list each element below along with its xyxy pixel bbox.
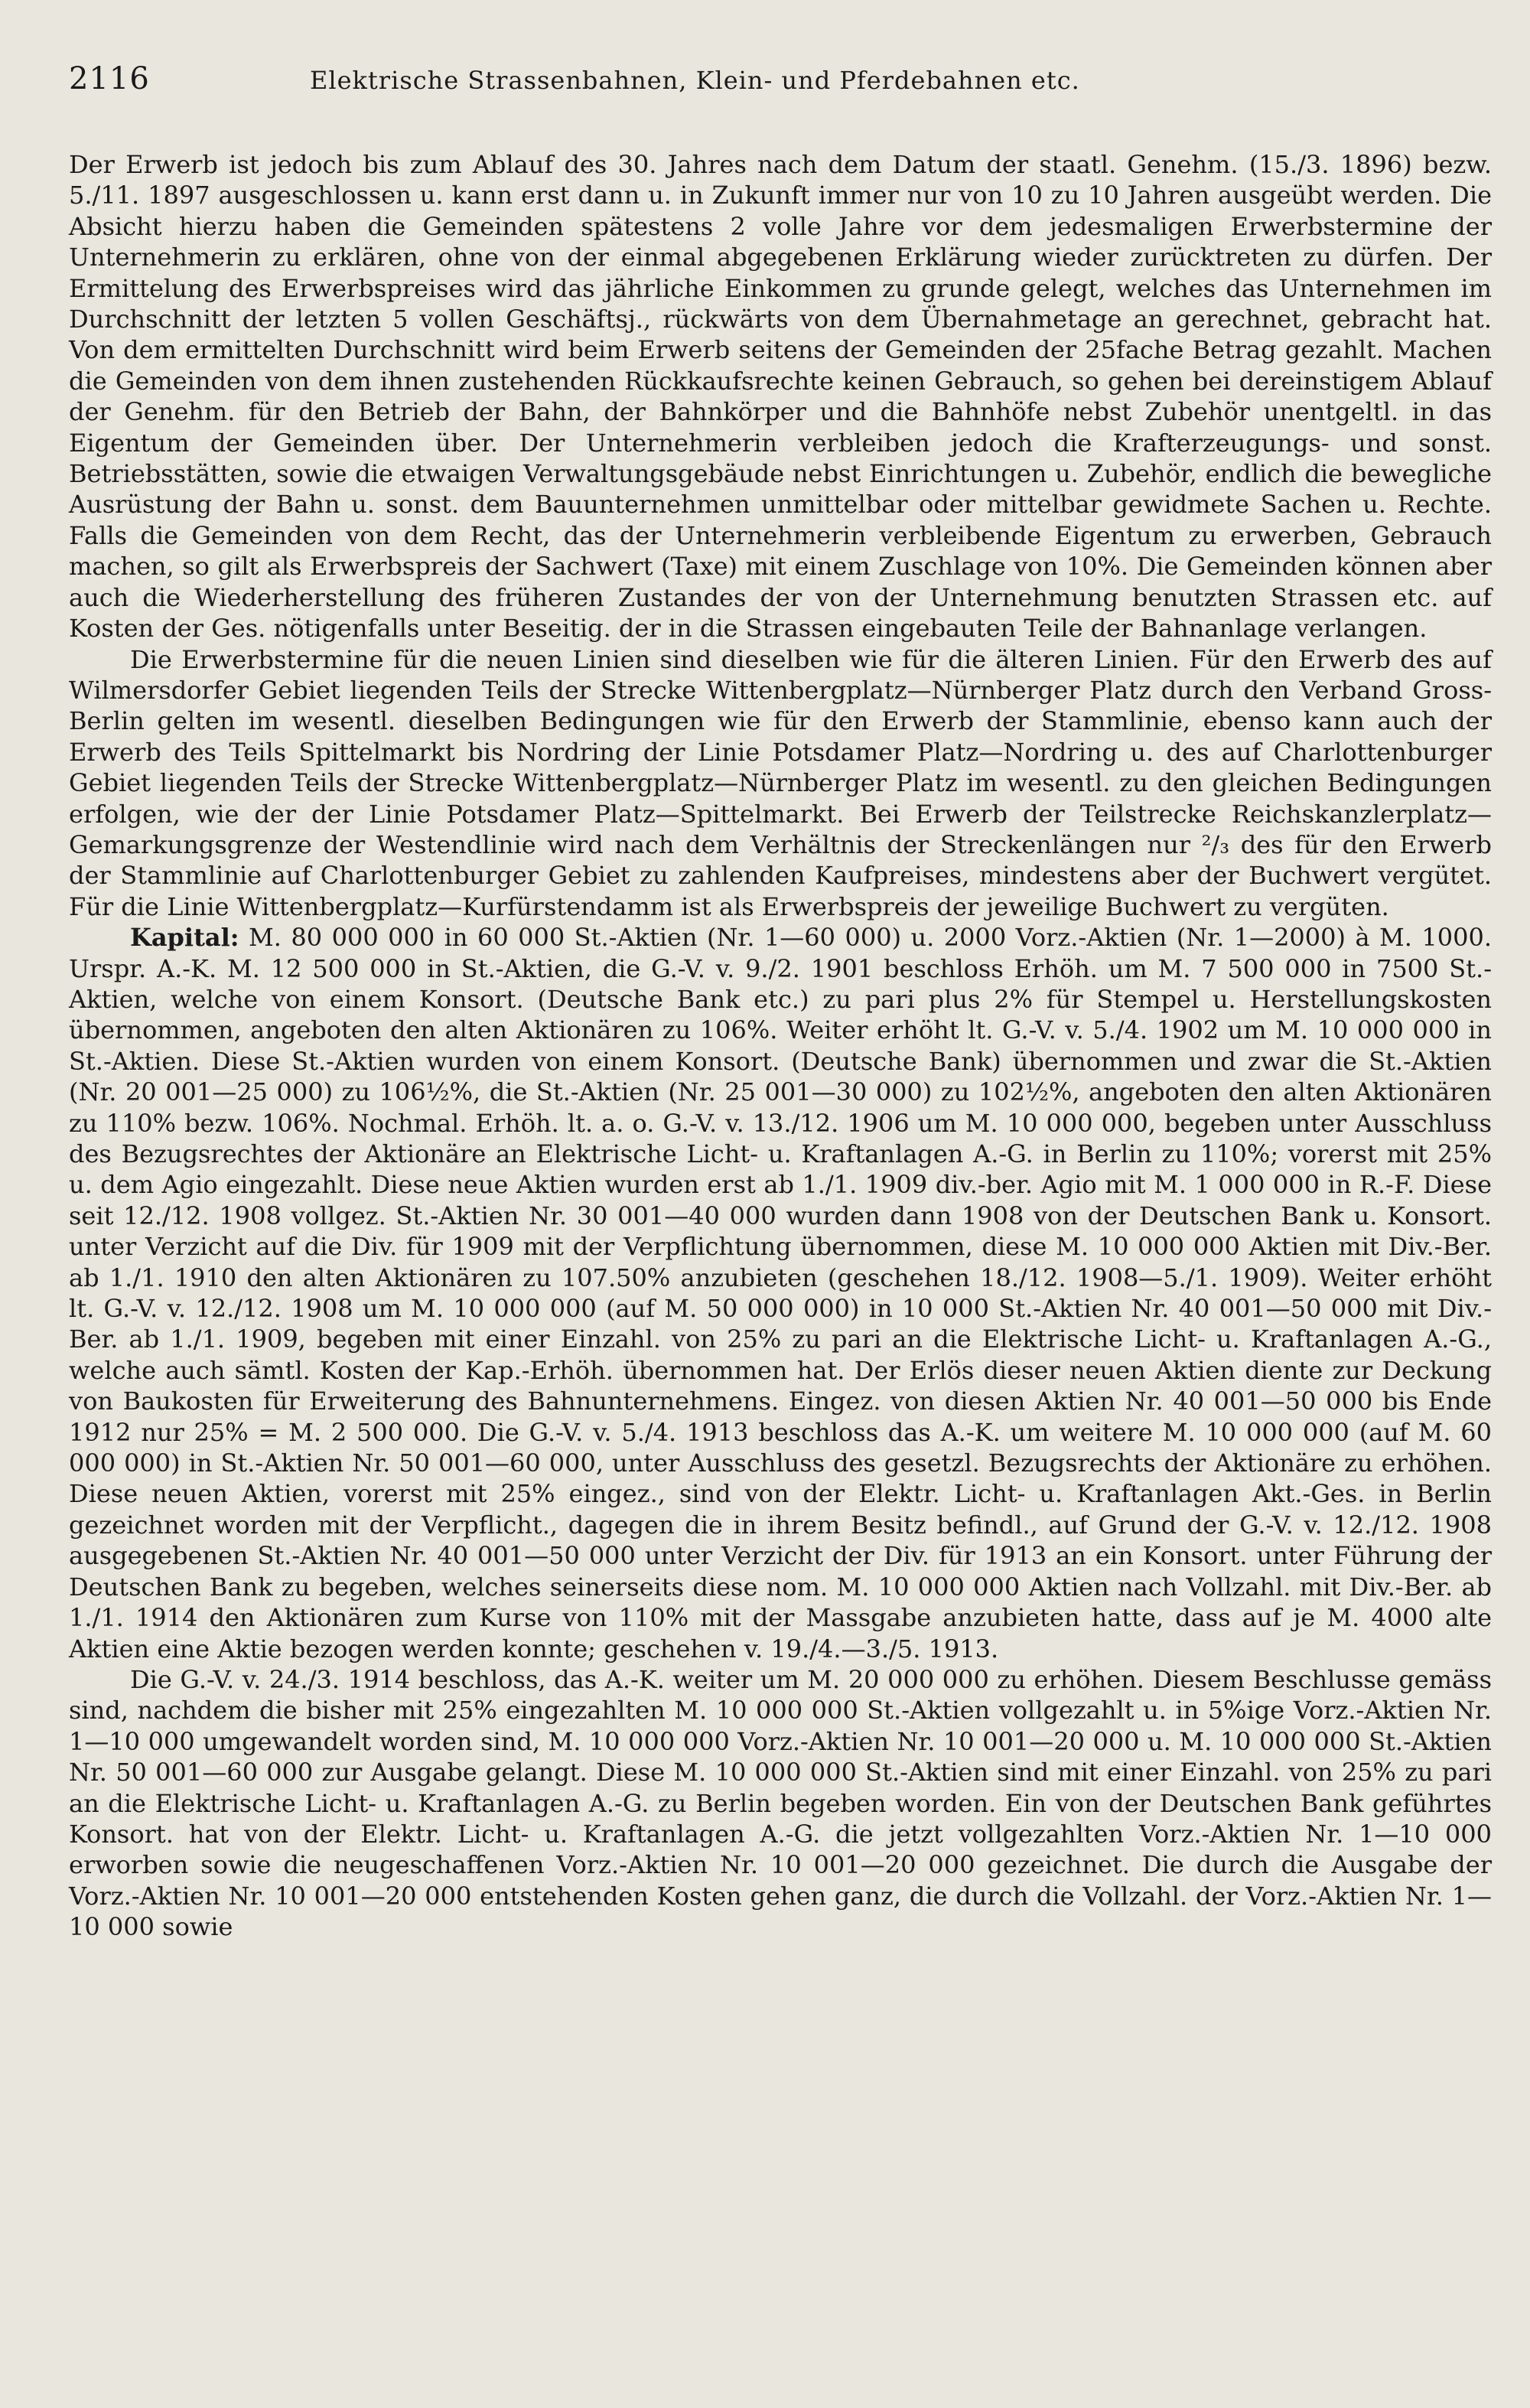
paragraph-text: Der Erwerb ist jedoch bis zum Ablauf des 30. Jahres nach dem Datum der staatl. Genehm. (15./3. 1896) bezw. 5./11. 1897 ausgeschlossen u. kann erst dann u. in Zukunft immer nur von 10 zu 10 Jahren ausgeübt werden. Die Absicht hierzu haben die Gemeinden spätestens 2 volle Jahre vor dem jedesmaligen Erwerbstermine der Unternehmerin zu erklären, ohne von der einmal abgegebenen Erklärung wieder zurücktreten zu dürfen. Der Ermittelung des Erwerbspreises wird das jährliche Einkommen zu grunde gelegt, welches das Unternehmen im Durchschnitt der letzten 5 vollen Geschäftsj., rückwärts von dem Übernahmetage an gerechnet, gebracht hat. Von dem ermittelten Durchschnitt wird beim Erwerb seitens der Gemeinden der 25fache Betrag gezahlt. Machen die Gemeinden von dem ihnen zustehenden Rückkaufsrechte keinen Gebrauch, so gehen bei dereinstigem Ablauf der Genehm. für den Betrieb der Bahn, der Bahnkörper und die Bahnhöfe nebst Zubehör unentgeltl. in das Eigentum der Gemeinden über. Der Unternehmerin verbleiben jedoch die Krafterzeugungs- und sonst. Betriebsstätten, sowie die etwaigen Verwaltungsgebäude nebst Einrichtungen u. Zubehör, endlich die bewegliche Ausrüstung der Bahn u. sonst. dem Bauunternehmen unmittelbar oder mittelbar gewidmete Sachen u. Rechte. Falls die Gemeinden von dem Recht, das der Unternehmerin verbleibende Eigentum zu erwerben, Gebrauch machen, so gilt als Erwerbspreis der Sachwert (Taxe) mit einem Zuschlage von 10%. Die Gemeinden können aber auch die Wiederherstellung des früheren Zustandes der von der Unternehmung benutzten Strassen etc. auf Kosten der Ges. nötigenfalls unter Beseitig. der in die Strassen eingebauten Teile der Bahnanlage verlangen. bbox=[69, 150, 1492, 644]
running-header bbox=[69, 61, 1499, 107]
body-text bbox=[69, 149, 1492, 1943]
paragraph-erwerbstermine bbox=[69, 644, 1492, 923]
paragraph-text: Die Erwerbstermine für die neuen Linien sind dieselben wie für die älteren Linien. Für den Erwerb des auf Wilmersdorfer Gebiet liegenden Teils der Strecke Wittenbergplatz—Nürnberger Platz durch den Verband Gross-Berlin gelten im wesentl. dieselben Bedingungen wie für den Erwerb der Stammlinie, ebenso kann auch der Erwerb des Teils Spittelmarkt bis Nordring der Linie Potsdamer Platz—Nordring u. des auf Charlottenburger Gebiet liegenden Teils der Strecke Wittenbergplatz—Nürnberger Platz im wesentl. zu den gleichen Bedingungen erfolgen, wie der der Linie Potsdamer Platz—Spittelmarkt. Bei Erwerb der Teilstrecke Reichskanzlerplatz—Gemarkungsgrenze der Westendlinie wird nach dem Verhältnis der Streckenlängen nur ²/₃ des für den Erwerb der Stammlinie auf Charlottenburger Gebiet zu zahlenden Kaufpreises, mindestens aber der Buchwert vergütet. Für die Linie Wittenbergplatz—Kurfürstendamm ist als Erwerbspreis der jeweilige Buchwert zu vergüten. bbox=[69, 644, 1492, 921]
section-lead-kapital: Kapital: bbox=[130, 923, 239, 953]
page-number: 2116 bbox=[69, 61, 150, 96]
paragraph-text: M. 80 000 000 in 60 000 St.-Aktien (Nr. 1—60 000) u. 2000 Vorz.-Aktien (Nr. 1—2000) à M. 1000. Urspr. A.-K. M. 12 500 000 in St.-Aktien, die G.-V. v. 9./2. 1901 beschloss Erhöh. um M. 7 500 000 in 7500 St.-Aktien, welche von einem Konsort. (Deutsche Bank etc.) zu pari plus 2% für Stempel u. Herstellungskosten übernommen, angeboten den alten Aktionären zu 106%. Weiter erhöht lt. G.-V. v. 5./4. 1902 um M. 10 000 000 in St.-Aktien. Diese St.-Aktien wurden von einem Konsort. (Deutsche Bank) übernommen und zwar die St.-Aktien (Nr. 20 001—25 000) zu 106½%, die St.-Aktien (Nr. 25 001—30 000) zu 102½%, angeboten den alten Aktionären zu 110% bezw. 106%. Nochmal. Erhöh. lt. a. o. G.-V. v. 13./12. 1906 um M. 10 000 000, begeben unter Ausschluss des Bezugsrechtes der Aktionäre an Elektrische Licht- u. Kraftanlagen A.-G. in Berlin zu 110%; vorerst mit 25% u. dem Agio eingezahlt. Diese neue Aktien wurden erst ab 1./1. 1909 div.-ber. Agio mit M. 1 000 000 in R.-F. Diese seit 12./12. 1908 vollgez. St.-Aktien Nr. 30 001—40 000 wurden dann 1908 von der Deutschen Bank u. Konsort. unter Verzicht auf die Div. für 1909 mit der Verpflichtung übernommen, diese M. 10 000 000 Aktien mit Div.-Ber. ab 1./1. 1910 den alten Aktionären zu 107.50% anzubieten (geschehen 18./12. 1908—5./1. 1909). Weiter erhöht lt. G.-V. v. 12./12. 1908 um M. 10 000 000 (auf M. 50 000 000) in 10 000 St.-Aktien Nr. 40 001—50 000 mit Div.-Ber. ab 1./1. 1909, begeben mit einer Einzahl. von 25% zu pari an die Elektrische Licht- u. Kraftanlagen A.-G., welche auch sämtl. Kosten der Kap.-Erhöh. übernommen hat. Der Erlös dieser neuen Aktien diente zur Deckung von Baukosten für Erweiterung des Bahnunternehmens. Eingez. von diesen Aktien Nr. 40 001—50 000 bis Ende 1912 nur 25% = M. 2 500 000. Die G.-V. v. 5./4. 1913 beschloss das A.-K. um weitere M. 10 000 000 (auf M. 60 000 000) in St.-Aktien Nr. 50 001—60 000, unter Ausschluss des gesetzl. Bezugsrechts der Aktionäre zu erhöhen. Diese neuen Aktien, vorerst mit 25% eingez., sind von der Elektr. Licht- u. Kraftanlagen Akt.-Ges. in Berlin gezeichnet worden mit der Verpflicht., dagegen die in ihrem Besitz befindl., auf Grund der G.-V. v. 12./12. 1908 ausgegebenen St.-Aktien Nr. 40 001—50 000 unter Verzicht der Div. für 1913 an ein Konsort. unter Führung der Deutschen Bank zu begeben, welches seinerseits diese nom. M. 10 000 000 Aktien nach Vollzahl. mit Div.-Ber. ab 1./1. 1914 den Aktionären zum Kurse von 110% mit der Massgabe anzubieten hatte, dass auf je M. 4000 alte Aktien eine Aktie bezogen werden konnte; geschehen v. 19./4.—3./5. 1913. bbox=[69, 923, 1492, 1663]
paragraph-kapital bbox=[69, 922, 1492, 1664]
paragraph-text: Die G.-V. v. 24./3. 1914 beschloss, das A.-K. weiter um M. 20 000 000 zu erhöhen. Diesem Beschlusse gemäss sind, nachdem die bisher mit 25% eingezahlten M. 10 000 000 St.-Aktien vollgezahlt u. in 5%ige Vorz.-Aktien Nr. 1—10 000 umgewandelt worden sind, M. 10 000 000 Vorz.-Aktien Nr. 10 001—20 000 u. M. 10 000 000 St.-Aktien Nr. 50 001—60 000 zur Ausgabe gelangt. Diese M. 10 000 000 St.-Aktien sind mit einer Einzahl. von 25% zu pari an die Elektrische Licht- u. Kraftanlagen A.-G. zu Berlin begeben worden. Ein von der Deutschen Bank geführtes Konsort. hat von der Elektr. Licht- u. Kraftanlagen A.-G. die jetzt vollgezahlten Vorz.-Aktien Nr. 1—10 000 erworben sowie die neugeschaffenen Vorz.-Aktien Nr. 10 001—20 000 gezeichnet. Die durch die Ausgabe der Vorz.-Aktien Nr. 10 001—20 000 entstehenden Kosten gehen ganz, die durch die Vollzahl. der Vorz.-Aktien Nr. 1—10 000 sowie bbox=[69, 1664, 1492, 1942]
paragraph-gv-1914 bbox=[69, 1664, 1492, 1943]
running-title: Elektrische Strassenbahnen, Klein- und Pferdebahnen etc. bbox=[310, 66, 1080, 95]
paragraph-erwerb bbox=[69, 149, 1492, 644]
